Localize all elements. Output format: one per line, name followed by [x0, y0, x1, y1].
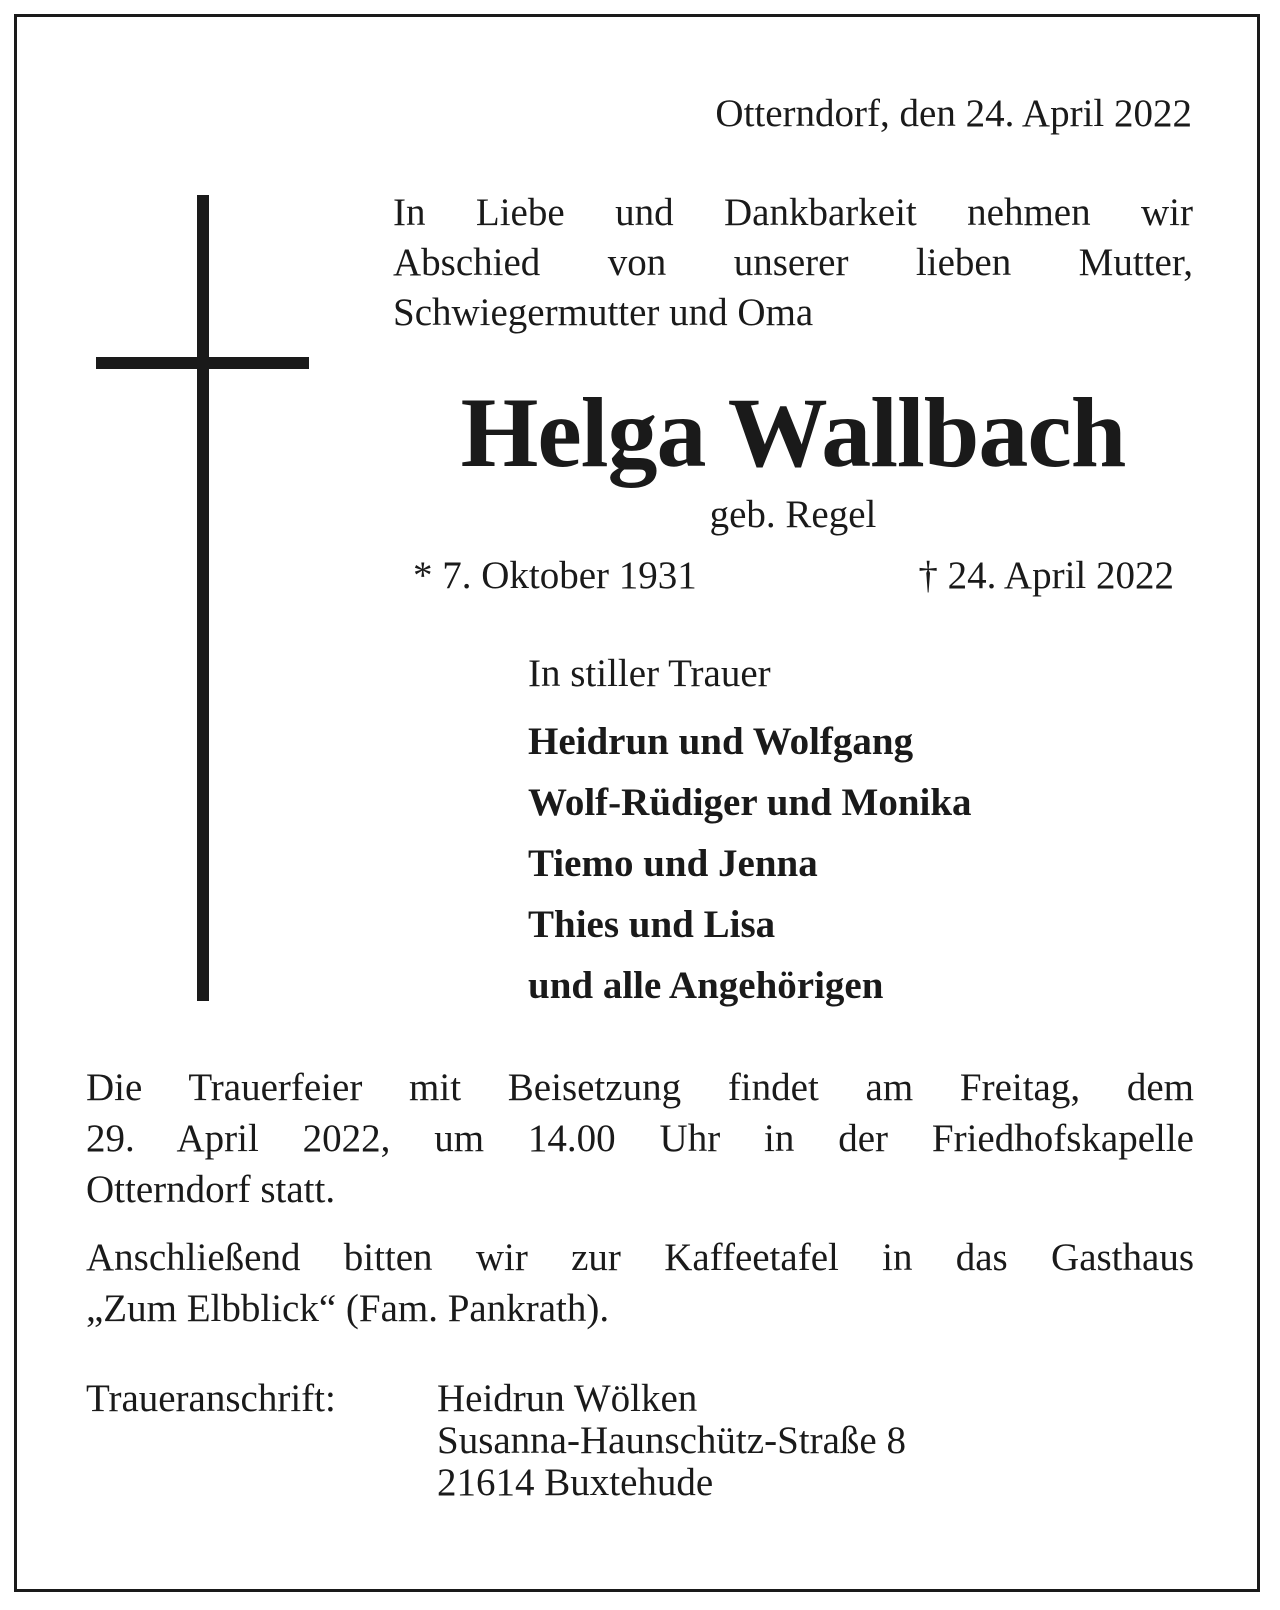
cross-vertical-bar [197, 195, 209, 1001]
death-date: † 24. April 2022 [918, 554, 1174, 597]
funeral-line: 29. April 2022, um 14.00 Uhr in der Friedhofskapelle [86, 1117, 1194, 1160]
mourning-intro: In stiller Trauer [528, 652, 771, 695]
address-line: Susanna-Haunschütz-Straße 8 [437, 1419, 906, 1462]
funeral-line: Die Trauerfeier mit Beisetzung findet am Freitag, dem [86, 1066, 1194, 1109]
intro-line: Abschied von unserer lieben Mutter, [393, 241, 1193, 284]
intro-text [393, 188, 1193, 338]
mourner-name: Thies und Lisa [528, 903, 776, 946]
coffee-info [86, 1232, 1194, 1334]
mourner-name: und alle Angehörigen [528, 964, 884, 1007]
birth-date: * 7. Oktober 1931 [413, 554, 697, 597]
mourning-address [437, 1378, 906, 1504]
place-date: Otterndorf, den 24. April 2022 [715, 92, 1192, 135]
coffee-line: Anschließend bitten wir zur Kaffeetafel in das Gasthaus [86, 1236, 1194, 1279]
deceased-name: Helga Wallbach [460, 377, 1126, 488]
mourner-name: Tiemo und Jenna [528, 842, 818, 885]
mourner-name: Heidrun und Wolfgang [528, 720, 914, 763]
coffee-line: „Zum Elbblick“ (Fam. Pankrath). [86, 1287, 610, 1330]
cross-horizontal-bar [96, 357, 309, 369]
address-line: 21614 Buxtehude [437, 1461, 714, 1504]
address-label: Traueranschrift: [86, 1377, 336, 1420]
intro-line: In Liebe und Dankbarkeit nehmen wir [393, 191, 1193, 234]
funeral-line: Otterndorf statt. [86, 1168, 336, 1211]
maiden-name: geb. Regel [709, 493, 877, 536]
address-line: Heidrun Wölken [437, 1377, 698, 1420]
funeral-info [86, 1062, 1194, 1215]
intro-line: Schwiegermutter und Oma [393, 291, 814, 334]
mourners-list [528, 720, 972, 1025]
mourner-name: Wolf-Rüdiger und Monika [528, 781, 972, 824]
